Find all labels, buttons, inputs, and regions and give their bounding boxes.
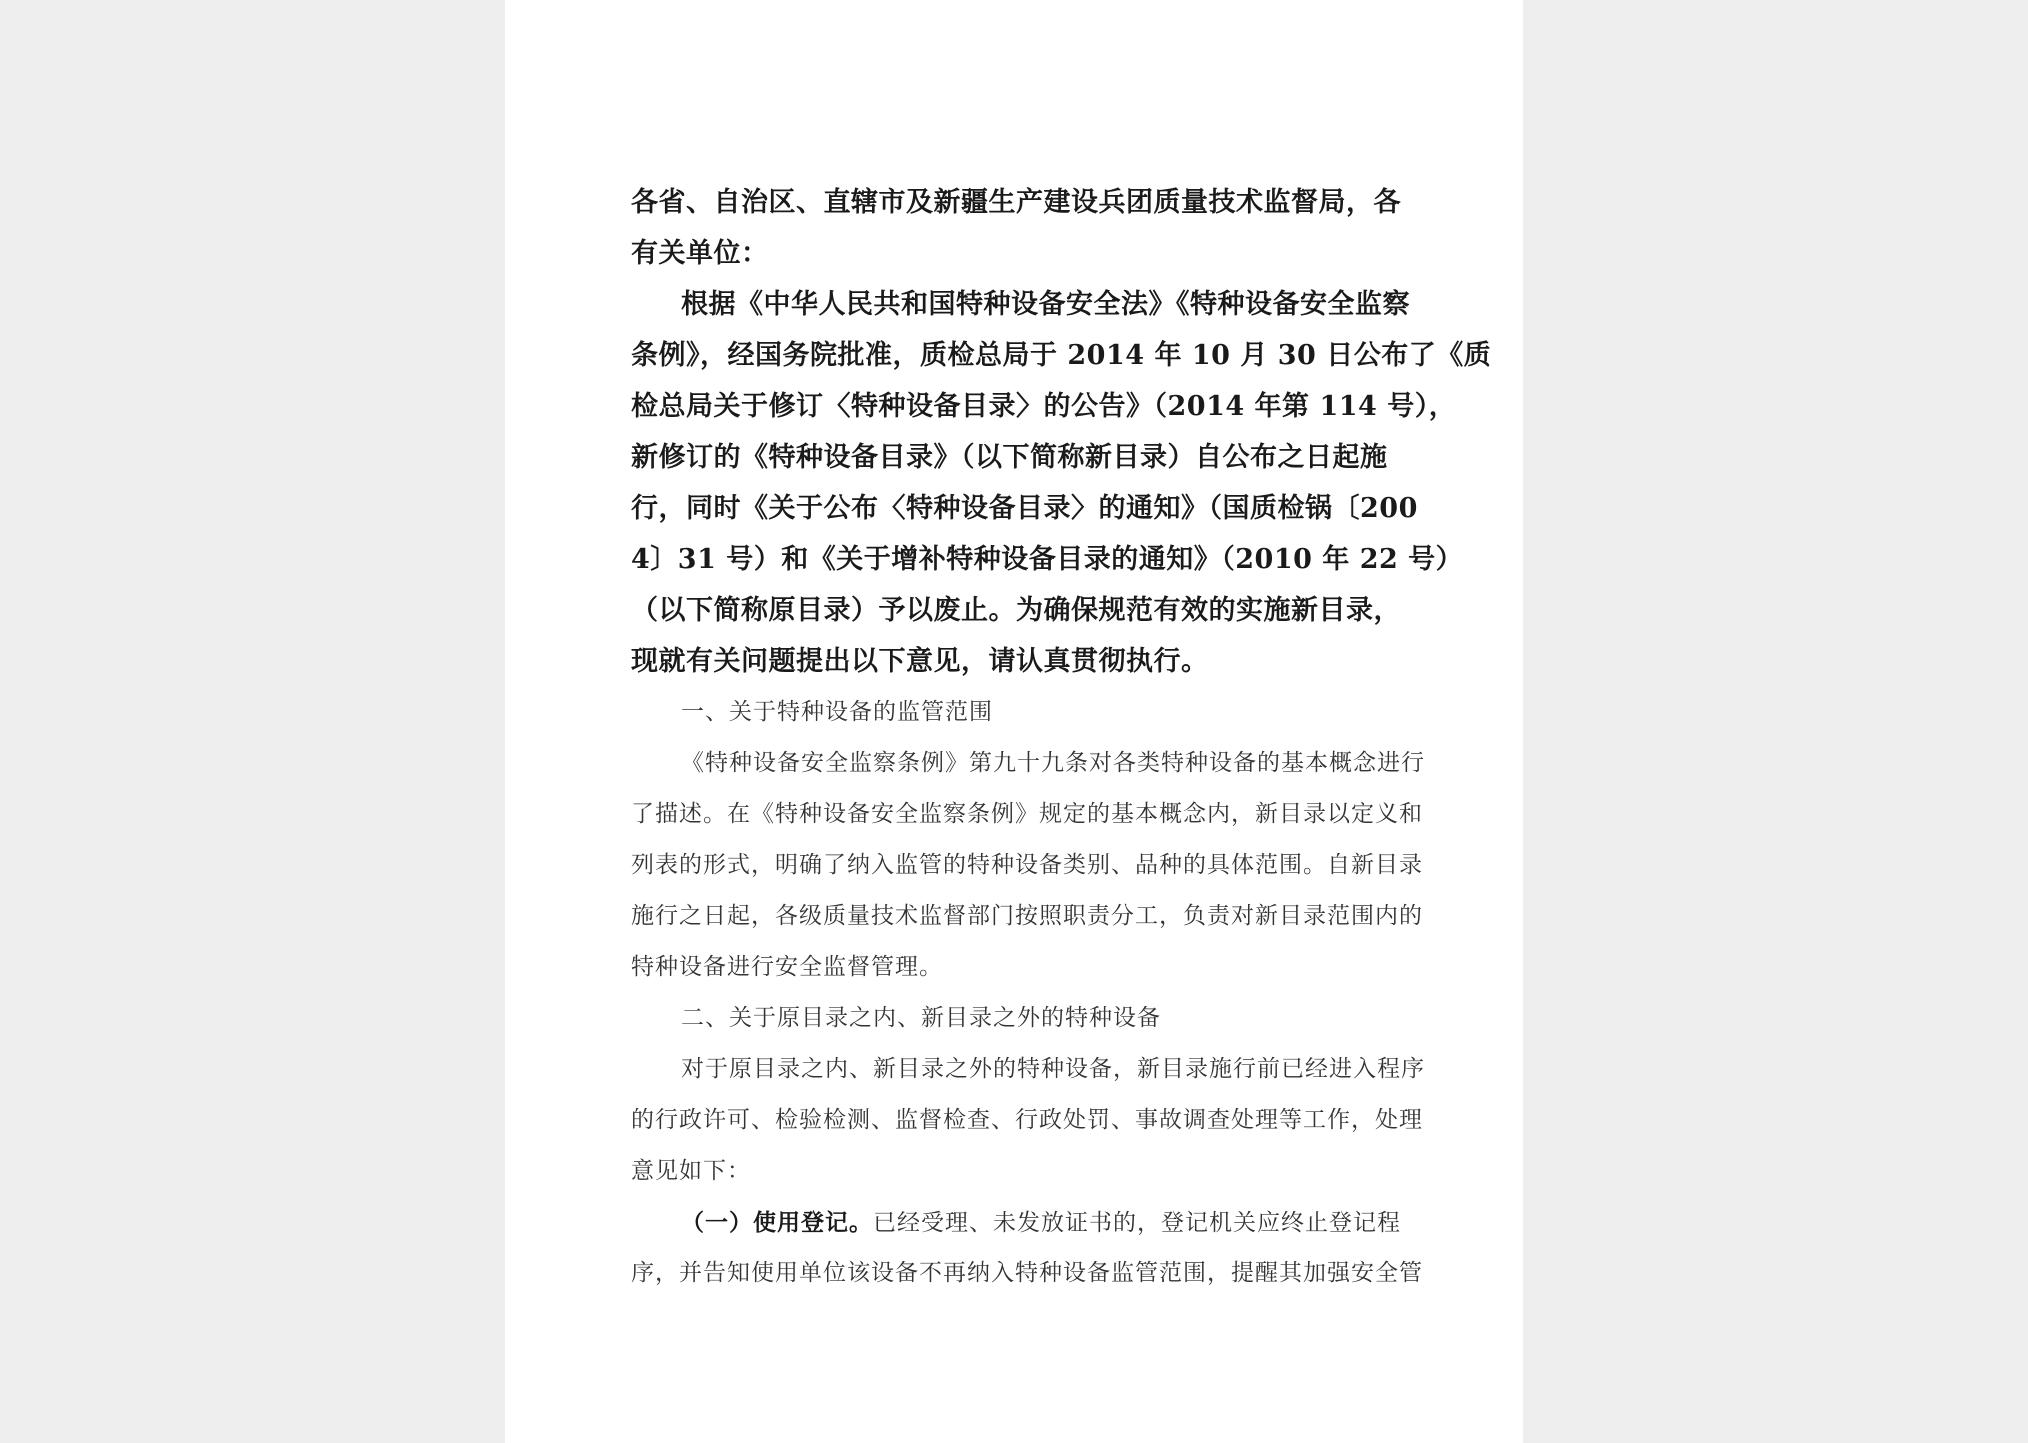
paragraph-line: （以下简称原目录）予以废止。为确保规范有效的实施新目录， bbox=[631, 595, 1401, 626]
paragraph-line: 对于原目录之内、新目录之外的特种设备，新目录施行前已经进入程序 bbox=[681, 1056, 1425, 1082]
item-one-line bbox=[631, 1197, 1401, 1248]
paragraph-line: 新修订的《特种设备目录》（以下简称新目录）自公布之日起施 bbox=[631, 442, 1388, 473]
addressee-line: 各省、自治区、直辖市及新疆生产建设兵团质量技术监督局，各 bbox=[631, 187, 1401, 218]
item-one-text: 已经受理、未发放证书的，登记机关应终止登记程 bbox=[873, 1210, 1401, 1236]
document-body bbox=[631, 177, 1492, 1299]
item-one-label: （一）使用登记。 bbox=[681, 1209, 873, 1236]
paragraph-line: 行，同时《关于公布〈特种设备目录〉的通知》（国质检锅〔200 bbox=[631, 493, 1418, 524]
paragraph-line: 《特种设备安全监察条例》第九十九条对各类特种设备的基本概念进行 bbox=[681, 750, 1425, 776]
paragraph-line: 的行政许可、检验检测、监督检查、行政处罚、事故调查处理等工作，处理 bbox=[631, 1107, 1423, 1133]
addressee-line: 有关单位： bbox=[631, 238, 769, 269]
section-heading: 一、关于特种设备的监管范围 bbox=[681, 699, 993, 725]
paragraph-line: 检总局关于修订〈特种设备目录〉的公告》（2014 年第 114 号）， bbox=[631, 391, 1457, 422]
paragraph-line: 4〕31 号）和《关于增补特种设备目录的通知》（2010 年 22 号） bbox=[631, 544, 1464, 575]
section-heading: 二、关于原目录之内、新目录之外的特种设备 bbox=[681, 1005, 1161, 1031]
paragraph-line: 意见如下： bbox=[631, 1158, 751, 1184]
document-page bbox=[505, 0, 1523, 1443]
paragraph-line: 列表的形式，明确了纳入监管的特种设备类别、品种的具体范围。自新目录 bbox=[631, 852, 1423, 878]
paragraph-line: 条例》，经国务院批准，质检总局于 2014 年 10 月 30 日公布了《质 bbox=[631, 340, 1492, 371]
paragraph-line: 施行之日起，各级质量技术监督部门按照职责分工，负责对新目录范围内的 bbox=[631, 903, 1423, 929]
paragraph-line: 现就有关问题提出以下意见，请认真贯彻执行。 bbox=[631, 646, 1209, 677]
paragraph-line: 特种设备进行安全监督管理。 bbox=[631, 954, 943, 980]
paragraph-line: 序，并告知使用单位该设备不再纳入特种设备监管范围，提醒其加强安全管 bbox=[631, 1260, 1423, 1286]
paragraph-line: 根据《中华人民共和国特种设备安全法》《特种设备安全监察 bbox=[681, 289, 1410, 320]
paragraph-line: 了描述。在《特种设备安全监察条例》规定的基本概念内，新目录以定义和 bbox=[631, 801, 1423, 827]
